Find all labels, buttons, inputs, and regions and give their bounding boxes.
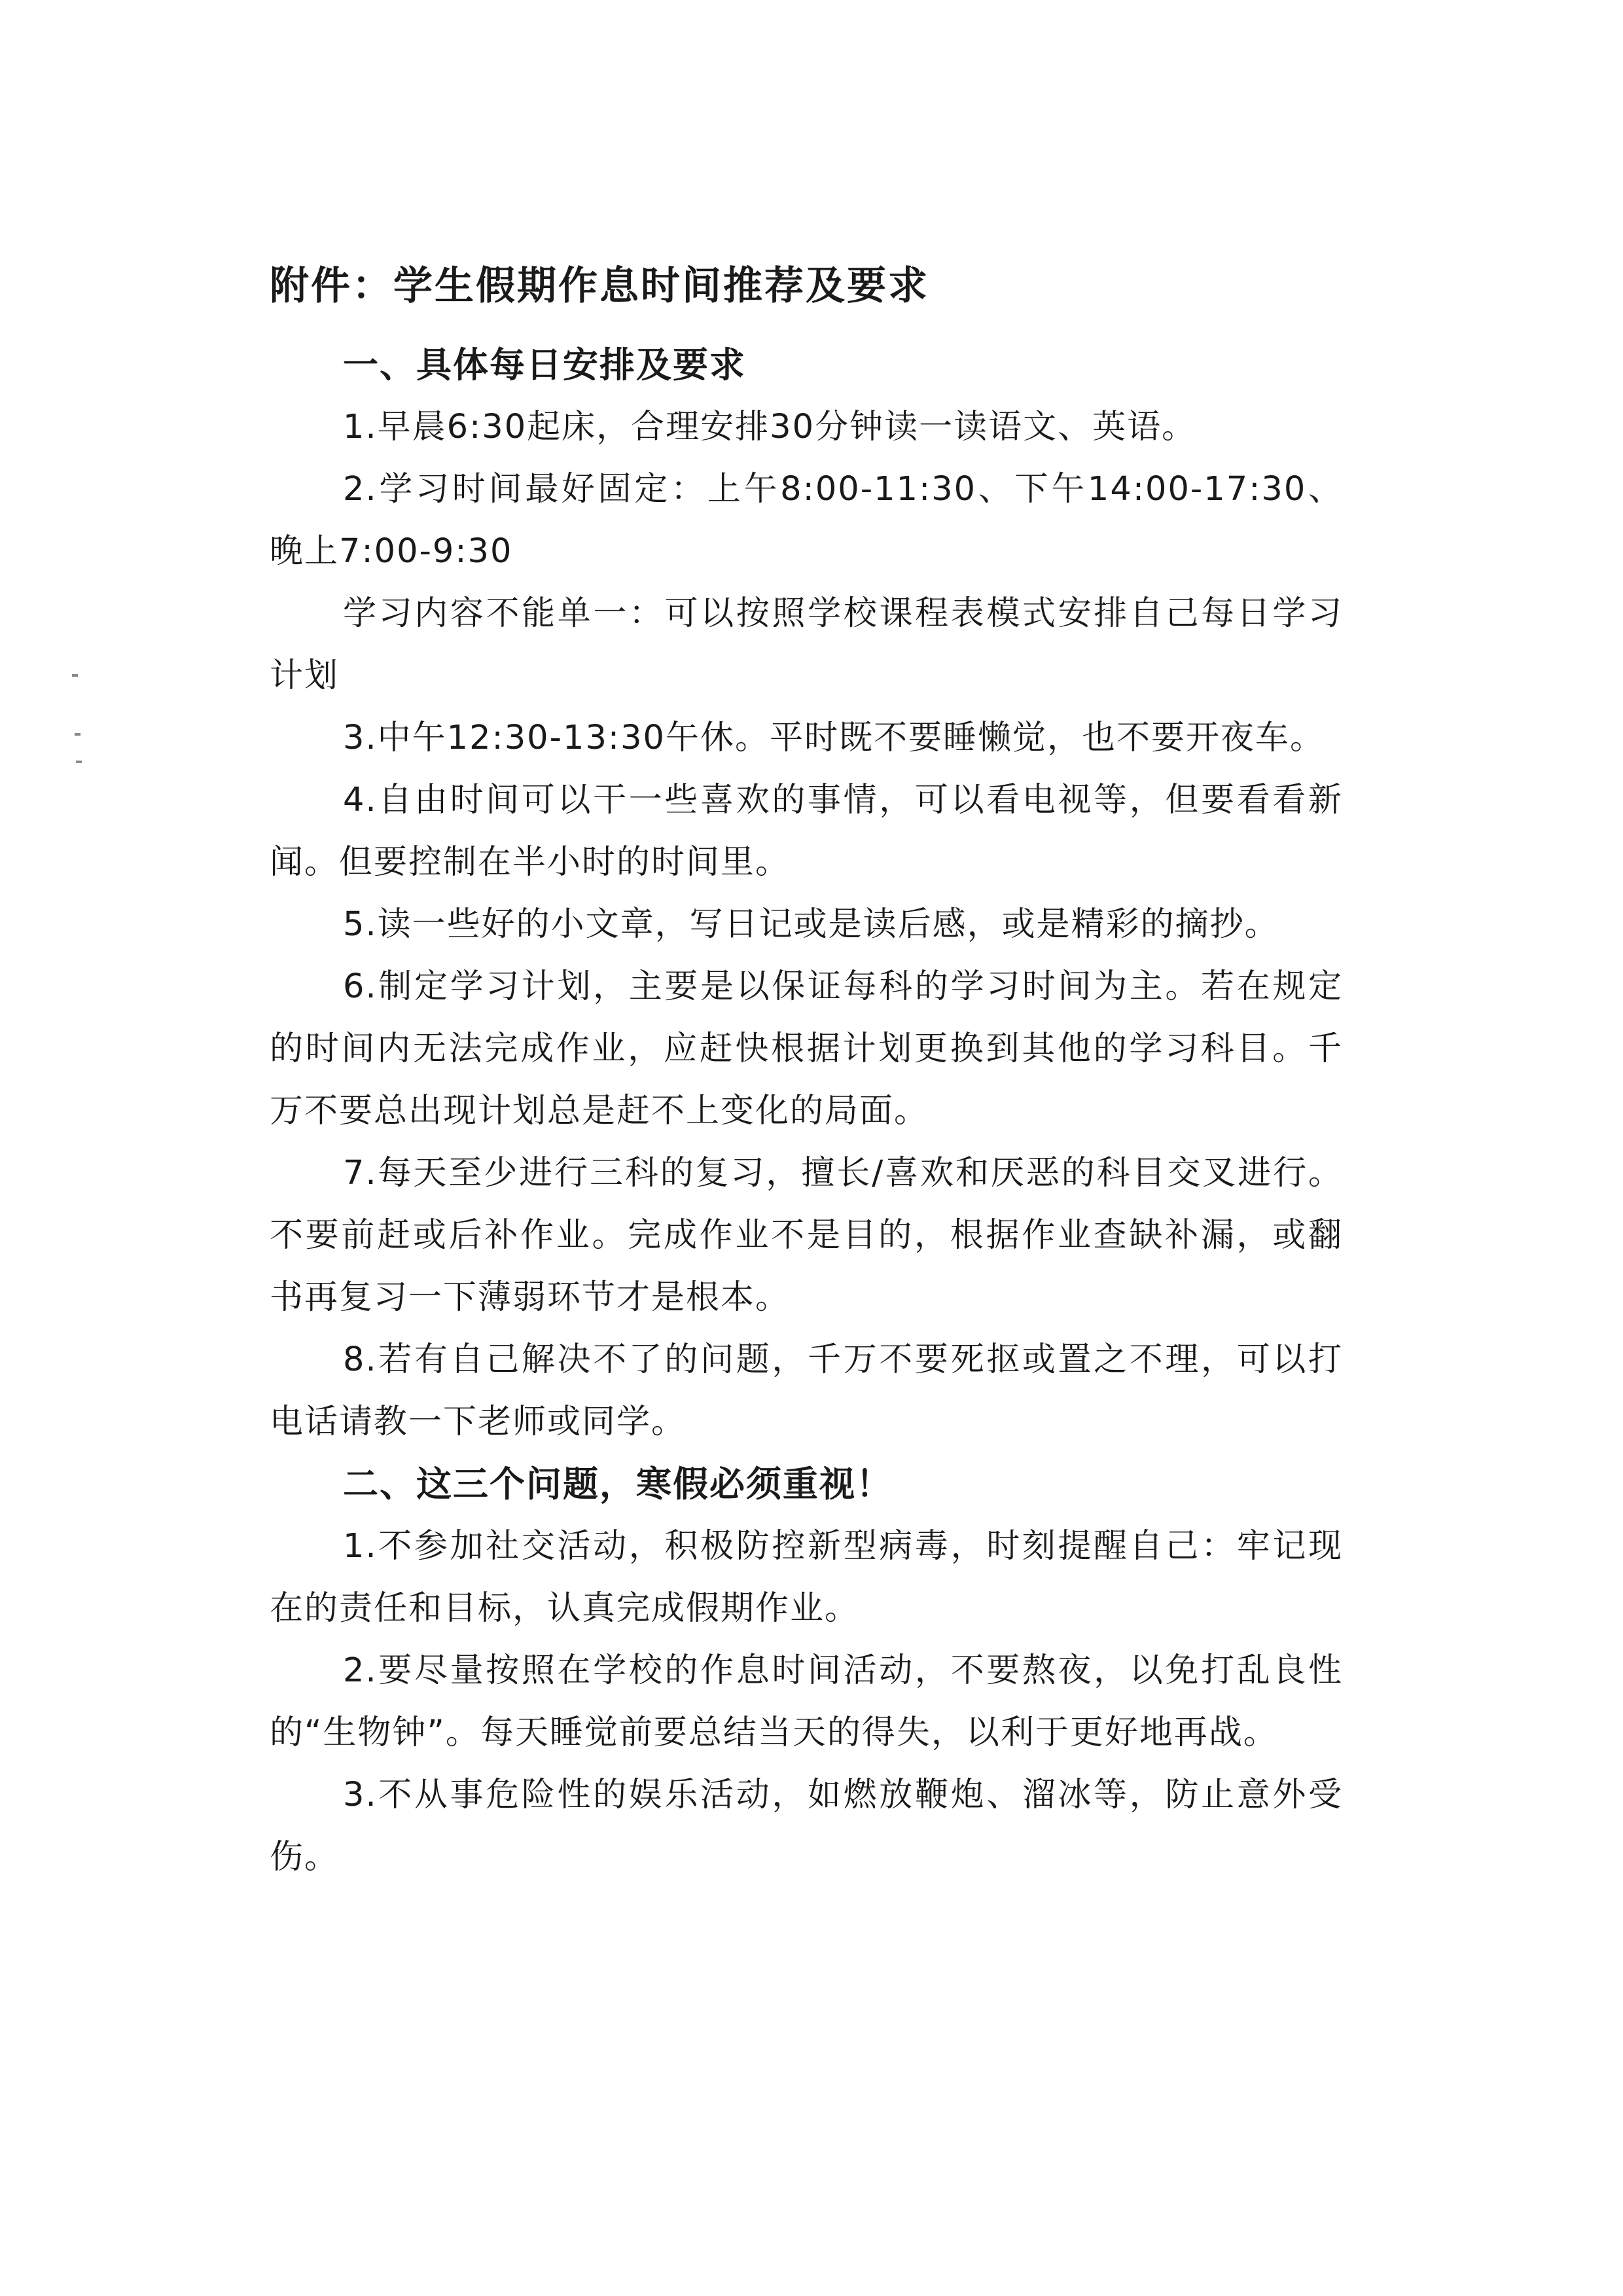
paragraph: 7.每天至少进行三科的复习，擅长/喜欢和厌恶的科目交叉进行。不要前赶或后补作业。完成作业不是目的，根据作业查缺补漏，或翻书再复习一下薄弱环节才是根本。 — [270, 1154, 1343, 1317]
section-heading-1: 一、具体每日安排及要求 — [343, 344, 746, 386]
section-heading-2: 二、这三个问题，寒假必须重视！ — [343, 1463, 893, 1505]
paragraph: 3.中午12:30-13:30午休。平时既不要睡懒觉，也不要开夜车。 — [343, 719, 1325, 757]
document-title: 附件：学生假期作息时间推荐及要求 — [270, 263, 929, 309]
paragraph: 1.不参加社交活动，积极防控新型病毒，时刻提醒自己：牢记现在的责任和目标，认真完成假期作业。 — [270, 1527, 1343, 1628]
paragraph: 3.不从事危险性的娱乐活动，如燃放鞭炮、溜冰等，防止意外受伤。 — [270, 1776, 1343, 1876]
scan-mark — [72, 674, 78, 677]
paragraph: 学习内容不能单一：可以按照学校课程表模式安排自己每日学习计划 — [270, 594, 1343, 695]
scan-mark — [76, 761, 82, 763]
paragraph: 8.若有自己解决不了的问题，千万不要死抠或置之不理，可以打电话请教一下老师或同学。 — [270, 1340, 1343, 1441]
document-body — [270, 334, 1343, 1888]
scan-mark — [75, 733, 80, 736]
paragraph: 1.早晨6:30起床，合理安排30分钟读一读语文、英语。 — [343, 408, 1197, 446]
paragraph: 4.自由时间可以干一些喜欢的事情，可以看电视等，但要看看新闻。但要控制在半小时的时间里。 — [270, 781, 1343, 882]
paragraph: 2.要尽量按照在学校的作息时间活动，不要熬夜，以免打乱良性的“生物钟”。每天睡觉前要总结当天的得失，以利于更好地再战。 — [270, 1651, 1343, 1752]
paragraph: 2.学习时间最好固定：上午8:00-11:30、下午14:00-17:30、晚上7:00-9:30 — [270, 470, 1343, 571]
paragraph: 5.读一些好的小文章，写日记或是读后感，或是精彩的摘抄。 — [343, 905, 1279, 944]
paragraph: 6.制定学习计划，主要是以保证每科的学习时间为主。若在规定的时间内无法完成作业，应赶快根据计划更换到其他的学习科目。千万不要总出现计划总是赶不上变化的局面。 — [270, 967, 1343, 1130]
